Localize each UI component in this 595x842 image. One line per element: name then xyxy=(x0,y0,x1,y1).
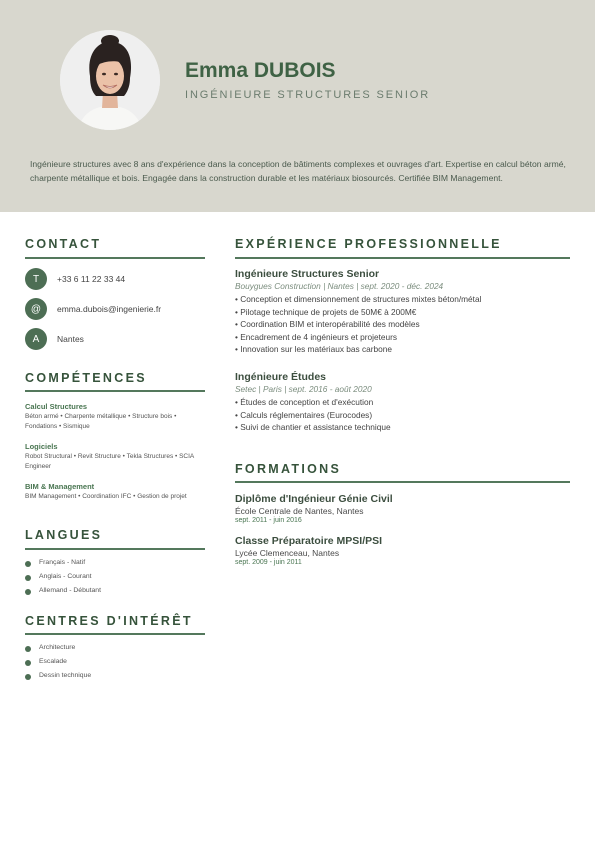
experience-heading: EXPÉRIENCE PROFESSIONNELLE xyxy=(235,237,502,251)
email-icon: @ xyxy=(25,298,47,320)
job-responsibility: • Innovation sur les matériaux bas carbone xyxy=(235,344,392,355)
language-item xyxy=(25,585,101,595)
education-section xyxy=(235,462,570,483)
job-responsibility: • Encadrement de 4 ingénieurs et projeteurs xyxy=(235,331,398,342)
language-label: Anglais - Courant xyxy=(39,572,92,580)
degree-entry xyxy=(235,493,570,524)
language-label: Français - Natif xyxy=(39,558,86,566)
candidate-name: Emma DUBOIS xyxy=(185,59,336,82)
bullet-icon xyxy=(25,561,31,567)
degree-school: École Centrale de Nantes, Nantes xyxy=(235,506,364,516)
portrait-image xyxy=(60,30,160,130)
contact-heading: CONTACT xyxy=(25,237,102,251)
job-responsibilities xyxy=(235,396,570,434)
job-company-dates: Bouygues Construction | Nantes | sept. 2020 - déc. 2024 xyxy=(235,281,444,291)
job-responsibility: • Conception et dimensionnement de structures mixtes béton/métal xyxy=(235,294,482,304)
contact-item-phone xyxy=(25,268,125,290)
bullet-icon xyxy=(25,674,31,680)
header-band xyxy=(0,0,595,212)
bullet-icon xyxy=(25,660,31,666)
interest-label: Dessin technique xyxy=(39,671,92,679)
contact-list xyxy=(25,268,205,358)
skill-group xyxy=(25,482,205,502)
languages-section xyxy=(25,528,205,550)
degree-school: Lycée Clemenceau, Nantes xyxy=(235,548,340,558)
interest-label: Escalade xyxy=(39,657,67,665)
degree-title: Classe Préparatoire MPSI/PSI xyxy=(235,535,383,547)
address-text: Nantes xyxy=(57,334,84,344)
skills-divider xyxy=(25,390,205,392)
contact-item-email xyxy=(25,298,161,320)
skill-group xyxy=(25,402,205,432)
job-entry xyxy=(235,268,570,356)
skill-category: BIM & Management xyxy=(25,482,95,491)
skill-category: Logiciels xyxy=(25,442,58,451)
contact-divider xyxy=(25,257,205,259)
experience-section xyxy=(235,237,570,259)
phone-number[interactable]: +33 6 11 22 33 44 xyxy=(57,274,126,284)
interest-item xyxy=(25,670,91,680)
job-responsibility: • Pilotage technique de projets de 50M€ à 200M€ xyxy=(235,306,417,317)
interest-item xyxy=(25,656,67,666)
job-responsibilities xyxy=(235,293,570,356)
experience-divider xyxy=(235,257,570,259)
interests-heading: CENTRES D'INTÉRÊT xyxy=(25,614,193,628)
languages-list xyxy=(25,557,205,602)
bullet-icon xyxy=(25,589,31,595)
skills-section xyxy=(25,371,205,502)
degree-entry xyxy=(235,535,570,566)
skill-items: BIM Management • Coordination IFC • Gestion de projet xyxy=(25,493,187,500)
skill-category: Calcul Structures xyxy=(25,402,88,411)
language-item xyxy=(25,557,85,567)
job-responsibility: • Études de conception et d'exécution xyxy=(235,397,374,407)
job-entry xyxy=(235,371,570,434)
language-item xyxy=(25,571,92,581)
job-responsibility: • Suivi de chantier et assistance technique xyxy=(235,422,391,433)
education-divider xyxy=(235,481,570,483)
degree-dates: sept. 2011 - juin 2016 xyxy=(235,517,302,524)
languages-divider xyxy=(25,548,205,550)
interest-item xyxy=(25,642,75,652)
interests-list xyxy=(25,642,205,687)
job-responsibility: • Coordination BIM et interopérabilité des modèles xyxy=(235,319,420,330)
skills-heading: COMPÉTENCES xyxy=(25,371,147,385)
education-heading: FORMATIONS xyxy=(235,462,342,476)
skill-group xyxy=(25,442,205,472)
contact-section xyxy=(25,237,205,259)
skill-items: Béton armé • Charpente métallique • Structure bois • Fondations • Sismique xyxy=(25,413,177,430)
interests-section xyxy=(25,614,205,635)
phone-icon: T xyxy=(25,268,47,290)
interest-label: Architecture xyxy=(39,643,76,651)
degree-title: Diplôme d'Ingénieur Génie Civil xyxy=(235,493,393,505)
job-title: INGÉNIEURE STRUCTURES SENIOR xyxy=(185,89,431,101)
degree-dates: sept. 2009 - juin 2011 xyxy=(235,559,302,566)
address-icon: A xyxy=(25,328,47,350)
job-position: Ingénieure Structures Senior xyxy=(235,268,380,280)
job-responsibility: • Calculs réglementaires (Eurocodes) xyxy=(235,409,373,420)
bullet-icon xyxy=(25,575,31,581)
language-label: Allemand - Débutant xyxy=(39,586,101,594)
skill-items: Robot Structural • Revit Structure • Tekla Structures • SCIA Engineer xyxy=(25,453,194,470)
job-position: Ingénieure Études xyxy=(235,371,327,383)
profile-photo xyxy=(60,30,160,130)
job-company-dates: Setec | Paris | sept. 2016 - août 2020 xyxy=(235,384,372,394)
contact-item-address xyxy=(25,328,84,350)
profile-summary: Ingénieure structures avec 8 ans d'expérience dans la conception de bâtiments complexes et ouvrages d'art. Expertise en calcul béton armé, charpente métallique et bois. Engagée dans la construction durable et les matériaux biosourcés. Certifiée BIM Management. xyxy=(30,159,566,183)
bullet-icon xyxy=(25,646,31,652)
languages-heading: LANGUES xyxy=(25,528,103,542)
interests-divider xyxy=(25,633,205,635)
email-address[interactable]: emma.dubois@ingenierie.fr xyxy=(57,304,162,314)
